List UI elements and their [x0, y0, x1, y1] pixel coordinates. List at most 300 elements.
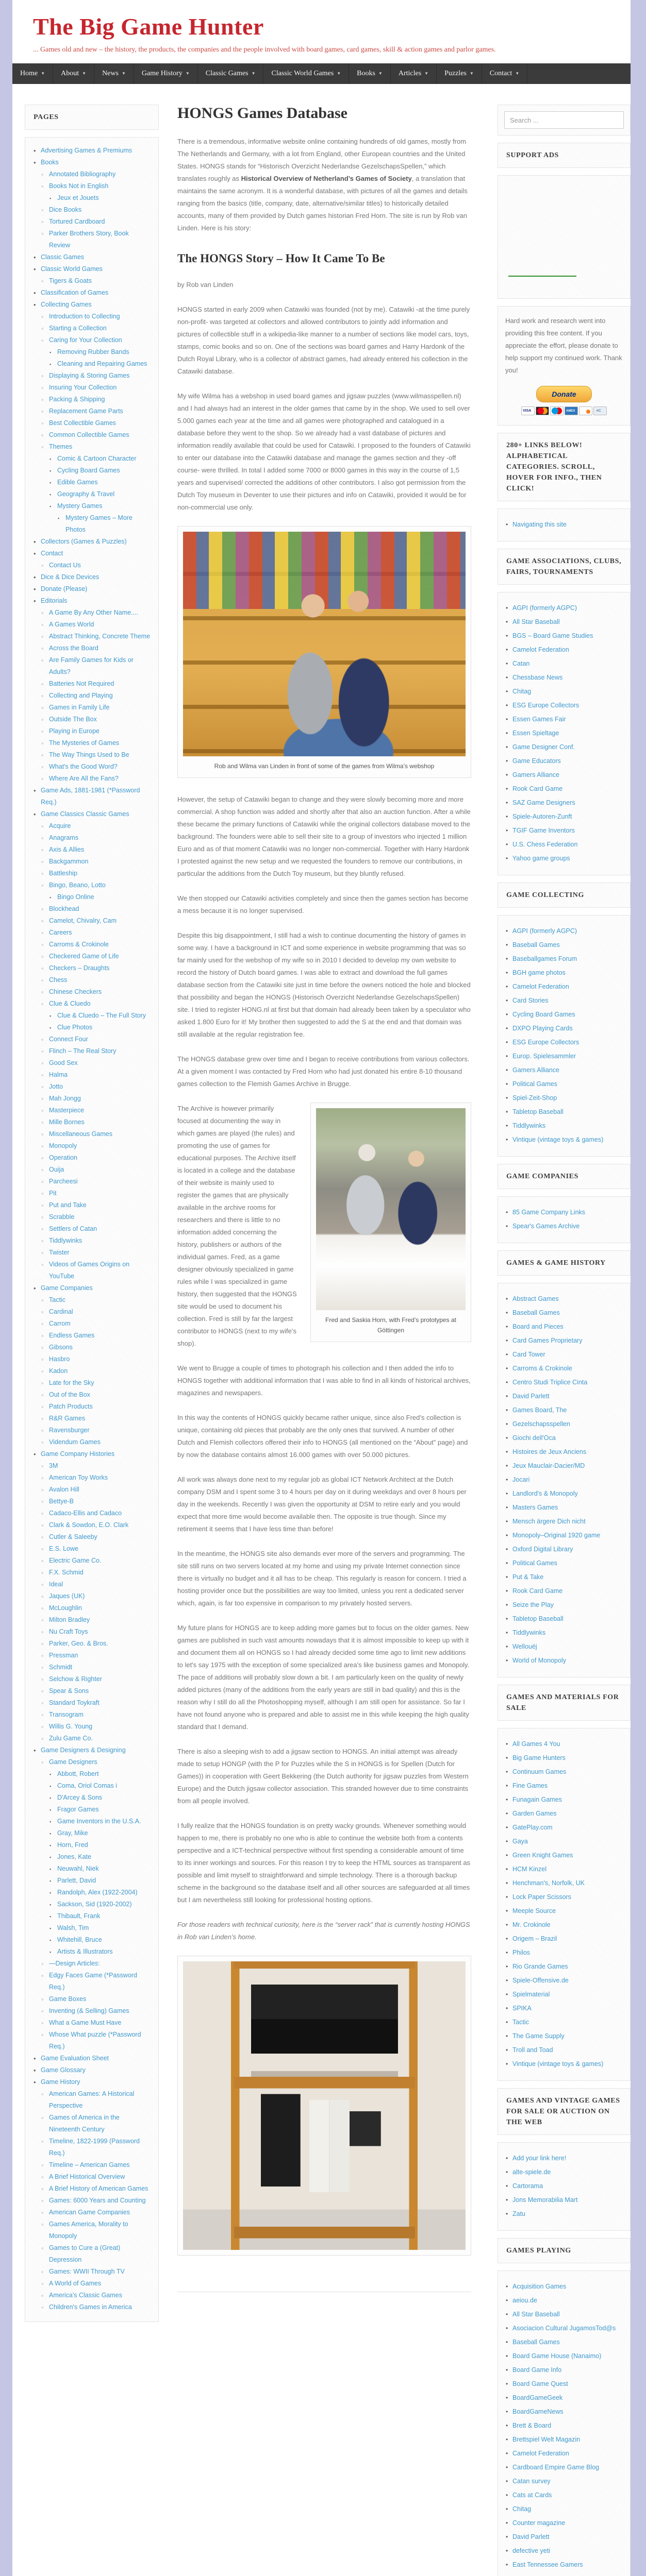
navigating-this-site-link[interactable]: Navigating this site: [512, 521, 567, 529]
sidebar-page-link[interactable]: Playing in Europe: [49, 727, 100, 735]
sidebar-link[interactable]: Card Stories: [512, 997, 549, 1005]
sidebar-page-link[interactable]: Jotto: [49, 1083, 63, 1091]
search-input[interactable]: [504, 111, 624, 129]
sidebar-link[interactable]: Chessbase News: [512, 674, 563, 682]
sidebar-link[interactable]: Giochi dell'Oca: [512, 1434, 556, 1442]
sidebar-link[interactable]: BoardGameNews: [512, 2408, 564, 2416]
sidebar-link[interactable]: Spear's Games Archive: [512, 1223, 580, 1230]
sidebar-page-link[interactable]: Checkered Game of Life: [49, 953, 119, 960]
sidebar-page-link[interactable]: Whose What puzzle (*Password Req.): [49, 2031, 141, 2050]
sidebar-page-link[interactable]: Miscellaneous Games: [49, 1130, 112, 1138]
sidebar-link[interactable]: Henchman's, Norfolk, UK: [512, 1879, 585, 1887]
sidebar-link[interactable]: Garden Games: [512, 1810, 557, 1818]
sidebar-page-link[interactable]: Selchow & Righter: [49, 1675, 102, 1683]
sidebar-page-link[interactable]: Games to Cure a (Great) Depression: [49, 2244, 121, 2264]
sidebar-link[interactable]: Jons Memorabilia Mart: [512, 2196, 578, 2204]
sidebar-link[interactable]: Jocari: [512, 1476, 530, 1484]
nav-item-books[interactable]: [349, 63, 391, 84]
sidebar-page-link[interactable]: Parker Brothers Story, Book Review: [49, 230, 129, 249]
sidebar-page-link[interactable]: Mille Bornes: [49, 1118, 85, 1126]
bullet-icon: •: [506, 1893, 508, 1901]
sidebar-page-link[interactable]: Classic World Games: [41, 265, 103, 273]
sidebar-page-link[interactable]: Parlett, David: [57, 1877, 96, 1885]
sidebar-page-link[interactable]: Flinch – The Real Story: [49, 1047, 117, 1055]
sidebar-link[interactable]: Rio Grande Games: [512, 1963, 568, 1971]
sidebar-link[interactable]: ESG Europe Collectors: [512, 1039, 579, 1046]
sidebar-page-link[interactable]: Advertising Games & Premiums: [41, 147, 132, 155]
sidebar-page-link[interactable]: Insuring Your Collection: [49, 384, 117, 392]
sidebar-page-link[interactable]: Twister: [49, 1249, 70, 1257]
sidebar-page-link[interactable]: Clue Photos: [57, 1024, 93, 1031]
sidebar-link[interactable]: Zatu: [512, 2210, 526, 2218]
sidebar-page-link[interactable]: Abstract Thinking, Concrete Theme: [49, 633, 151, 640]
sidebar-page-link[interactable]: American Games: A Historical Perspective: [49, 2090, 135, 2110]
sidebar-page-link[interactable]: Zulu Game Co.: [49, 1735, 93, 1742]
sidebar-page-link[interactable]: Editorials: [41, 597, 68, 605]
sidebar-page-link[interactable]: Donate (Please): [41, 585, 88, 593]
sidebar-page-link[interactable]: 3M: [49, 1462, 58, 1470]
sidebar-link[interactable]: Board Game Quest: [512, 2380, 568, 2388]
sidebar-page-link[interactable]: Ideal: [49, 1581, 63, 1588]
sidebar-page-link[interactable]: Replacement Game Parts: [49, 408, 123, 415]
sidebar-page-link[interactable]: Game Ads, 1881-1981 (*Password Req.): [41, 787, 140, 806]
sidebar-page-link[interactable]: Contact: [41, 550, 63, 557]
sidebar-link[interactable]: Continuum Games: [512, 1768, 567, 1776]
sidebar-link[interactable]: Camelot Federation: [512, 2450, 569, 2458]
sidebar-page-link[interactable]: —Design Articles:: [49, 1960, 100, 1968]
sidebar-link[interactable]: Board and Pieces: [512, 1323, 564, 1331]
sidebar-link[interactable]: DXPO Playing Cards: [512, 1025, 573, 1032]
sidebar-page-link[interactable]: Gibsons: [49, 1344, 73, 1351]
sidebar-page-link[interactable]: Collecting and Playing: [49, 692, 113, 700]
sidebar-page-link[interactable]: Displaying & Storing Games: [49, 372, 130, 380]
sidebar-page-link[interactable]: Games: 6000 Years and Counting: [49, 2197, 146, 2205]
sidebar-page-link[interactable]: Mystery Games – More Photos: [65, 514, 132, 534]
sidebar-link[interactable]: David Parlett: [512, 2533, 550, 2541]
sidebar-link[interactable]: All Star Baseball: [512, 618, 560, 626]
sidebar-page-link[interactable]: The Mysteries of Games: [49, 739, 120, 747]
sidebar-link[interactable]: Europ. Spielesammler: [512, 1053, 576, 1060]
sidebar-page-link[interactable]: Annotated Bibliography: [49, 171, 116, 178]
sidebar-link[interactable]: Baseball Games: [512, 2338, 560, 2346]
sidebar-link[interactable]: Essen Games Fair: [512, 716, 566, 723]
sidebar-link[interactable]: Brett & Board: [512, 2422, 552, 2430]
sidebar-page-link[interactable]: Clue & Cluedo: [49, 1000, 91, 1008]
sidebar-page-link[interactable]: Starting a Collection: [49, 325, 107, 332]
sidebar-page-link[interactable]: E.S. Lowe: [49, 1545, 78, 1553]
sidebar-page-link[interactable]: Tiddlywinks: [49, 1237, 82, 1245]
sidebar-link[interactable]: Gaya: [512, 1838, 528, 1845]
sidebar-page-link[interactable]: Monopoly: [49, 1142, 77, 1150]
sidebar-page-link[interactable]: Mah Jongg: [49, 1095, 81, 1103]
sidebar-link[interactable]: Cardboard Empire Game Blog: [512, 2464, 600, 2471]
sidebar-page-link[interactable]: What's the Good Word?: [49, 763, 118, 771]
sidebar-page-link[interactable]: Contact Us: [49, 562, 81, 569]
sidebar-page-link[interactable]: Jaques (UK): [49, 1592, 85, 1600]
site-title[interactable]: The Big Game Hunter: [33, 13, 264, 40]
sidebar-link[interactable]: SPIKA: [512, 2005, 532, 2012]
sidebar-link[interactable]: Game Educators: [512, 757, 561, 765]
sidebar-page-link[interactable]: Game Glossary: [41, 2066, 86, 2074]
sidebar-link[interactable]: Card Games Proprietary: [512, 1337, 583, 1345]
sidebar-link[interactable]: Board Game Info: [512, 2366, 562, 2374]
sidebar-link[interactable]: Camelot Federation: [512, 983, 569, 991]
sidebar-page-link[interactable]: Ravensburger: [49, 1427, 90, 1434]
sidebar-page-link[interactable]: Videndum Games: [49, 1438, 101, 1446]
sidebar-page-link[interactable]: Games America, Morality to Monopoly: [49, 2221, 128, 2240]
sidebar-page-link[interactable]: Videos of Games Origins on YouTube: [49, 1261, 130, 1280]
sidebar-page-link[interactable]: The Way Things Used to Be: [49, 751, 129, 759]
sidebar-page-link[interactable]: American Game Companies: [49, 2209, 130, 2216]
sidebar-page-link[interactable]: Game History: [41, 2078, 80, 2086]
sidebar-page-link[interactable]: Parker, Geo. & Bros.: [49, 1640, 108, 1648]
sidebar-link[interactable]: GatePlay.com: [512, 1824, 553, 1832]
sidebar-link[interactable]: All Games 4 You: [512, 1740, 560, 1748]
sidebar-link[interactable]: Histoires de Jeux Anciens: [512, 1448, 587, 1456]
sidebar-page-link[interactable]: Books: [41, 159, 59, 166]
sidebar-link[interactable]: Tiddlywinks: [512, 1629, 546, 1637]
sidebar-page-link[interactable]: McLoughlin: [49, 1604, 82, 1612]
sidebar-page-link[interactable]: Outside The Box: [49, 716, 97, 723]
sidebar-link[interactable]: Centro Studi Triplice Cinta: [512, 1379, 588, 1386]
sidebar-page-link[interactable]: Clue & Cluedo – The Full Story: [57, 1012, 146, 1020]
sidebar-page-link[interactable]: Checkers – Draughts: [49, 964, 110, 972]
sidebar-link[interactable]: Counter magazine: [512, 2519, 566, 2527]
sidebar-link[interactable]: Tactic: [512, 2019, 529, 2026]
sidebar-page-link[interactable]: Horn, Fred: [57, 1841, 88, 1849]
sidebar-page-link[interactable]: Dice & Dice Devices: [41, 573, 100, 581]
sidebar-link[interactable]: HCM Kinzel: [512, 1866, 546, 1873]
sidebar-page-link[interactable]: Hasbro: [49, 1355, 70, 1363]
sidebar-page-link[interactable]: Game Boxes: [49, 1995, 87, 2003]
nav-item-news[interactable]: [94, 63, 134, 84]
nav-item-game-history[interactable]: [134, 63, 198, 84]
sidebar-page-link[interactable]: Cycling Board Games: [57, 467, 120, 474]
nav-item-classic-world-games[interactable]: [263, 63, 349, 84]
sidebar-link[interactable]: Mensch ärgere Dich nicht: [512, 1518, 586, 1526]
sidebar-page-link[interactable]: Ouija: [49, 1166, 64, 1174]
sidebar-link[interactable]: Spiele-Autoren-Zunft: [512, 813, 572, 821]
sidebar-page-link[interactable]: Thibault, Frank: [57, 1912, 101, 1920]
nav-item-articles[interactable]: [391, 63, 437, 84]
sidebar-page-link[interactable]: Children's Games in America: [49, 2303, 132, 2311]
sidebar-page-link[interactable]: Walsh, Tim: [57, 1924, 89, 1932]
sidebar-page-link[interactable]: Put and Take: [49, 1201, 87, 1209]
sidebar-page-link[interactable]: Best Collectible Games: [49, 419, 116, 427]
sidebar-page-link[interactable]: Randolph, Alex (1922-2004): [57, 1889, 138, 1896]
sidebar-page-link[interactable]: D'Arcey & Sons: [57, 1794, 103, 1802]
sidebar-link[interactable]: Rook Card Game: [512, 785, 563, 793]
sidebar-link[interactable]: Oxford Digital Library: [512, 1546, 573, 1553]
sidebar-page-link[interactable]: Transogram: [49, 1711, 84, 1719]
sidebar-link[interactable]: Green Knight Games: [512, 1852, 573, 1859]
sidebar-page-link[interactable]: Willis G. Young: [49, 1723, 93, 1731]
sidebar-page-link[interactable]: Packing & Shipping: [49, 396, 105, 403]
sidebar-link[interactable]: Landlord's & Monopoly: [512, 1490, 578, 1498]
sidebar-page-link[interactable]: Edgy Faces Game (*Password Req.): [49, 1972, 137, 1991]
sidebar-page-link[interactable]: Halma: [49, 1071, 68, 1079]
sidebar-page-link[interactable]: A World of Games: [49, 2280, 102, 2287]
sidebar-link[interactable]: Essen Spieltage: [512, 730, 559, 737]
sidebar-link[interactable]: Baseballgames Forum: [512, 955, 577, 963]
sidebar-page-link[interactable]: Comic & Cartoon Character: [57, 455, 137, 463]
sidebar-page-link[interactable]: Game Classics Classic Games: [41, 810, 129, 818]
sidebar-page-link[interactable]: Scrabble: [49, 1213, 75, 1221]
sidebar-link[interactable]: alte-spiele.de: [512, 2168, 551, 2176]
sidebar-page-link[interactable]: Games: WWII Through TV: [49, 2268, 125, 2276]
sidebar-page-link[interactable]: Patch Products: [49, 1403, 93, 1411]
sidebar-page-link[interactable]: Games in Family Life: [49, 704, 110, 711]
sidebar-page-link[interactable]: Gray, Mike: [57, 1829, 88, 1837]
sidebar-link[interactable]: Troll and Toad: [512, 2046, 553, 2054]
sidebar-page-link[interactable]: Game Companies: [41, 1284, 93, 1292]
sidebar-page-link[interactable]: Nu Craft Toys: [49, 1628, 88, 1636]
sidebar-page-link[interactable]: Standard Toykraft: [49, 1699, 100, 1707]
sidebar-link[interactable]: AGPI (formerly AGPC): [512, 927, 577, 935]
sidebar-page-link[interactable]: Schmidt: [49, 1664, 73, 1671]
sidebar-page-link[interactable]: Are Family Games for Kids or Adults?: [49, 656, 134, 676]
sidebar-page-link[interactable]: Cardinal: [49, 1308, 73, 1316]
sidebar-page-link[interactable]: Batteries Not Required: [49, 680, 114, 688]
sidebar-page-link[interactable]: Connect Four: [49, 1036, 88, 1043]
sidebar-page-link[interactable]: Across the Board: [49, 645, 98, 652]
sidebar-page-link[interactable]: Mystery Games: [57, 502, 103, 510]
sidebar-page-link[interactable]: Common Collectible Games: [49, 431, 129, 439]
sidebar-link[interactable]: Cycling Board Games: [512, 1011, 575, 1019]
sidebar-page-link[interactable]: Avalon Hill: [49, 1486, 79, 1494]
sidebar-page-link[interactable]: Sackson, Sid (1920-2002): [57, 1901, 132, 1908]
nav-item-home[interactable]: [12, 63, 53, 84]
sidebar-link[interactable]: Cartorama: [512, 2182, 543, 2190]
sidebar-link[interactable]: Big Game Hunters: [512, 1754, 566, 1762]
sidebar-page-link[interactable]: What a Game Must Have: [49, 2019, 122, 2027]
sidebar-link[interactable]: Vintique (vintage toys & games): [512, 1136, 604, 1144]
sidebar-link[interactable]: Gezelschapsspellen: [512, 1420, 570, 1428]
sidebar-page-link[interactable]: Anagrams: [49, 834, 78, 842]
sidebar-link[interactable]: SAZ Game Designers: [512, 799, 575, 807]
sidebar-link[interactable]: Acquisition Games: [512, 2283, 567, 2291]
sidebar-link[interactable]: Wellouëj: [512, 1643, 537, 1651]
sidebar-link[interactable]: World of Monopoly: [512, 1657, 566, 1665]
sidebar-link[interactable]: BGH game photos: [512, 969, 566, 977]
sidebar-page-link[interactable]: Endless Games: [49, 1332, 95, 1340]
sidebar-page-link[interactable]: Caring for Your Collection: [49, 336, 122, 344]
sidebar-link[interactable]: Rook Card Game: [512, 1587, 563, 1595]
sidebar-link[interactable]: Put & Take: [512, 1573, 544, 1581]
sidebar-page-link[interactable]: Acquire: [49, 822, 71, 830]
sidebar-page-link[interactable]: Axis & Allies: [49, 846, 85, 854]
sidebar-link[interactable]: Tiddlywinks: [512, 1122, 546, 1130]
sidebar-link[interactable]: The Game Supply: [512, 2032, 565, 2040]
paypal-donate-button[interactable]: Donate: [536, 386, 592, 402]
sidebar-page-link[interactable]: American Toy Works: [49, 1474, 108, 1482]
sidebar-link[interactable]: Baseball Games: [512, 1309, 560, 1317]
sidebar-page-link[interactable]: Neuwahl, Niek: [57, 1865, 99, 1873]
sidebar-link[interactable]: Gamers Alliance: [512, 771, 560, 779]
sidebar-page-link[interactable]: Game Designers & Designing: [41, 1747, 126, 1754]
sidebar-link[interactable]: TGIF Game Inventors: [512, 827, 575, 835]
sidebar-page-link[interactable]: A Games World: [49, 621, 94, 629]
sidebar-page-link[interactable]: Classification of Games: [41, 289, 109, 297]
sidebar-link[interactable]: Masters Games: [512, 1504, 558, 1512]
sidebar-link[interactable]: Tabletop Baseball: [512, 1615, 564, 1623]
sidebar-page-link[interactable]: Introduction to Collecting: [49, 313, 120, 320]
sidebar-link[interactable]: Seize the Play: [512, 1601, 554, 1609]
nav-item-puzzles[interactable]: [437, 63, 482, 84]
sidebar-link[interactable]: Brettspiel Welt Magazin: [512, 2436, 581, 2444]
sidebar-page-link[interactable]: Operation: [49, 1154, 77, 1162]
sidebar-page-link[interactable]: Abbott, Robert: [57, 1770, 99, 1778]
sidebar-link[interactable]: Fine Games: [512, 1782, 548, 1790]
sidebar-page-link[interactable]: Spear & Sons: [49, 1687, 89, 1695]
sidebar-link[interactable]: Spielmaterial: [512, 1991, 550, 1998]
sidebar-link[interactable]: David Parlett: [512, 1393, 550, 1400]
sidebar-page-link[interactable]: Camelot, Chivalry, Cam: [49, 917, 117, 925]
sidebar-page-link[interactable]: Whitehill, Bruce: [57, 1936, 102, 1944]
sidebar-page-link[interactable]: Pit: [49, 1190, 57, 1197]
sidebar-link[interactable]: Catan survey: [512, 2478, 551, 2485]
sidebar-link[interactable]: Chitag: [512, 688, 532, 696]
sidebar-page-link[interactable]: Game Designers: [49, 1758, 97, 1766]
sidebar-link[interactable]: BGS – Board Game Studies: [512, 632, 593, 640]
nav-item-classic-games[interactable]: [198, 63, 264, 84]
sidebar-page-link[interactable]: Collectors (Games & Puzzles): [41, 538, 127, 546]
sidebar-link[interactable]: ESG Europe Collectors: [512, 702, 579, 709]
sidebar-link[interactable]: Games Board, The: [512, 1406, 567, 1414]
sidebar-page-link[interactable]: Parcheesi: [49, 1178, 78, 1185]
sidebar-link[interactable]: Gamers Alliance: [512, 1066, 560, 1074]
sidebar-page-link[interactable]: Coma, Oriol Comas i: [57, 1782, 117, 1790]
sidebar-page-link[interactable]: Collecting Games: [41, 301, 92, 309]
sidebar-link[interactable]: Game Designer Conf.: [512, 743, 575, 751]
sidebar-link[interactable]: Chitag: [512, 2505, 532, 2513]
sidebar-page-link[interactable]: Out of the Box: [49, 1391, 90, 1399]
sidebar-link[interactable]: Abstract Games: [512, 1295, 559, 1303]
sidebar-page-link[interactable]: Late for the Sky: [49, 1379, 94, 1387]
sidebar-link[interactable]: Political Games: [512, 1080, 557, 1088]
sidebar-page-link[interactable]: Tortured Cardboard: [49, 218, 105, 226]
sidebar-page-link[interactable]: Jones, Kate: [57, 1853, 92, 1861]
sidebar-page-link[interactable]: Blockhead: [49, 905, 79, 913]
sidebar-link[interactable]: 85 Game Company Links: [512, 1209, 586, 1216]
nav-item-about[interactable]: [53, 63, 94, 84]
sidebar-link[interactable]: Card Tower: [512, 1351, 545, 1359]
sidebar-page-link[interactable]: Milton Bradley: [49, 1616, 90, 1624]
sidebar-page-link[interactable]: Geography & Travel: [57, 490, 115, 498]
sidebar-page-link[interactable]: Edible Games: [57, 479, 98, 486]
sidebar-link[interactable]: Origem – Brazil: [512, 1935, 557, 1943]
sidebar-page-link[interactable]: Dice Books: [49, 206, 82, 214]
sidebar-link[interactable]: Spiele-Offensive.de: [512, 1977, 569, 1985]
sidebar-link[interactable]: defective yeti: [512, 2547, 550, 2555]
sidebar-page-link[interactable]: Game Evaluation Sheet: [41, 2055, 109, 2062]
sidebar-page-link[interactable]: Electric Game Co.: [49, 1557, 102, 1565]
sidebar-link[interactable]: Monopoly–Original 1920 game: [512, 1532, 601, 1539]
sidebar-page-link[interactable]: Themes: [49, 443, 73, 451]
sidebar-page-link[interactable]: Carroms & Crokinole: [49, 941, 109, 948]
sidebar-page-link[interactable]: Game Company Histories: [41, 1450, 115, 1458]
sidebar-page-link[interactable]: Bingo Online: [57, 893, 94, 901]
sidebar-link[interactable]: Spiel-Zeit-Shop: [512, 1094, 557, 1102]
sidebar-link[interactable]: Board Game House (Nanaimo): [512, 2352, 602, 2360]
sidebar-page-link[interactable]: F.X. Schmid: [49, 1569, 84, 1577]
sidebar-page-link[interactable]: Artists & Illustrators: [57, 1948, 113, 1956]
sidebar-page-link[interactable]: R&R Games: [49, 1415, 86, 1422]
sidebar-page-link[interactable]: Chess: [49, 976, 68, 984]
sidebar-link[interactable]: Carroms & Crokinole: [512, 1365, 573, 1372]
sidebar-page-link[interactable]: A Brief History of American Games: [49, 2185, 148, 2193]
sidebar-link[interactable]: Philos: [512, 1949, 531, 1957]
sidebar-page-link[interactable]: Pressman: [49, 1652, 78, 1659]
sidebar-page-link[interactable]: Chinese Checkers: [49, 988, 102, 996]
sidebar-page-link[interactable]: Timeline, 1822-1999 (Password Req.): [49, 2138, 140, 2157]
sidebar-page-link[interactable]: Settlers of Catan: [49, 1225, 97, 1233]
sidebar-link[interactable]: Add your link here!: [512, 2155, 567, 2162]
sidebar-page-link[interactable]: Tactic: [49, 1296, 65, 1304]
sidebar-page-link[interactable]: A Game By Any Other Name....: [49, 609, 138, 617]
sidebar-link[interactable]: Funagain Games: [512, 1796, 562, 1804]
sidebar-link[interactable]: Mr. Crokinole: [512, 1921, 551, 1929]
sidebar-link[interactable]: BoardGameGeek: [512, 2394, 563, 2402]
sidebar-page-link[interactable]: Careers: [49, 929, 72, 937]
sidebar-page-link[interactable]: Jeux et Jouets: [57, 194, 99, 202]
sidebar-link[interactable]: U.S. Chess Federation: [512, 841, 578, 849]
sidebar-page-link[interactable]: Fragor Games: [57, 1806, 99, 1814]
sidebar-page-link[interactable]: Kadon: [49, 1367, 68, 1375]
sidebar-link[interactable]: aeiou.de: [512, 2297, 537, 2304]
sidebar-link[interactable]: Political Games: [512, 1560, 557, 1567]
sidebar-page-link[interactable]: Classic Games: [41, 253, 85, 261]
sidebar-link[interactable]: Tabletop Baseball: [512, 1108, 564, 1116]
nav-item-contact[interactable]: [482, 63, 527, 84]
sidebar-page-link[interactable]: Games of America in the Nineteenth Century: [49, 2114, 120, 2133]
sidebar-link[interactable]: Cats at Cards: [512, 2492, 552, 2499]
sidebar-page-link[interactable]: Tigers & Goats: [49, 277, 92, 285]
sidebar-page-link[interactable]: Bettye-B: [49, 1498, 74, 1505]
sidebar-link[interactable]: Camelot Federation: [512, 646, 569, 654]
sidebar-link[interactable]: Meeple Source: [512, 1907, 556, 1915]
sidebar-page-link[interactable]: Good Sex: [49, 1059, 78, 1067]
sidebar-page-link[interactable]: America's Classic Games: [49, 2292, 122, 2299]
sidebar-link[interactable]: All Star Baseball: [512, 2311, 560, 2318]
sidebar-link[interactable]: Yahoo game groups: [512, 855, 570, 862]
sidebar-page-link[interactable]: Cleaning and Repairing Games: [57, 360, 147, 368]
sidebar-link[interactable]: East Tennessee Gamers: [512, 2561, 583, 2569]
sidebar-page-link[interactable]: Inventing (& Selling) Games: [49, 2007, 129, 2015]
sidebar-page-link[interactable]: Cadaco-Ellis and Cadaco: [49, 1510, 122, 1517]
sidebar-page-link[interactable]: Clark & Sowdon, E.O. Clark: [49, 1521, 129, 1529]
sidebar-link[interactable]: Lock Paper Scissors: [512, 1893, 571, 1901]
sidebar-page-link[interactable]: Books Not in English: [49, 182, 109, 190]
sidebar-page-link[interactable]: Backgammon: [49, 858, 89, 866]
sidebar-link[interactable]: Jeux Mauclair-Dacier/MD: [512, 1462, 585, 1470]
sidebar-page-link[interactable]: Game Inventors in the U.S.A.: [57, 1818, 141, 1825]
sidebar-page-link[interactable]: Removing Rubber Bands: [57, 348, 129, 356]
sidebar-link[interactable]: AGPI (formerly AGPC): [512, 604, 577, 612]
sidebar-page-link[interactable]: Where Are All the Fans?: [49, 775, 119, 783]
sidebar-page-link[interactable]: A Brief Historical Overview: [49, 2173, 125, 2181]
sidebar-link[interactable]: Vintique (vintage toys & games): [512, 2060, 604, 2068]
sidebar-link[interactable]: Catan: [512, 660, 530, 668]
sidebar-page-link[interactable]: Timeline – American Games: [49, 2161, 130, 2169]
sidebar-link[interactable]: Asociacion Cultural JugamosTod@s: [512, 2325, 616, 2332]
sidebar-page-link[interactable]: Battleship: [49, 870, 77, 877]
sidebar-page-link[interactable]: Masterpiece: [49, 1107, 85, 1114]
sidebar-page-link[interactable]: Carrom: [49, 1320, 71, 1328]
sidebar-page-link[interactable]: Bingo, Beano, Lotto: [49, 882, 106, 889]
sidebar-link[interactable]: Baseball Games: [512, 941, 560, 949]
sidebar-page-link[interactable]: Cutler & Saleeby: [49, 1533, 97, 1541]
